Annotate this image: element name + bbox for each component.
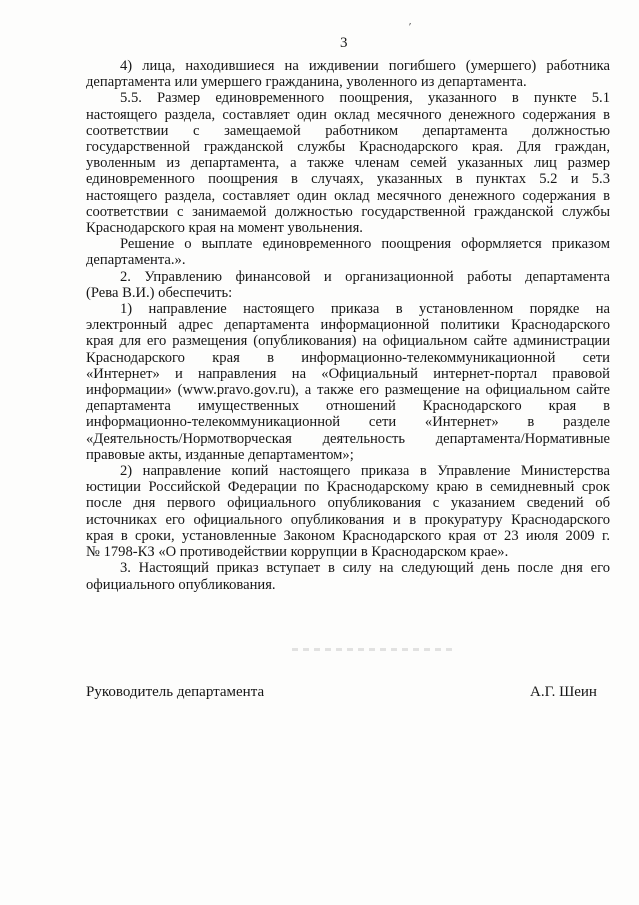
text-line: Краснодарского края в информационно-телекоммуникационной сети — [86, 349, 610, 366]
text-line: соответствии с занимаемой должностью государственной гражданской службы — [86, 203, 610, 220]
text-line: Краснодарского края на момент увольнения. — [86, 220, 363, 237]
text-line: «Деятельность/Нормотворческая деятельность департамента/Нормативные — [86, 430, 610, 447]
scan-mark: ' — [406, 21, 412, 33]
paragraph — [86, 560, 610, 592]
text-line: информации» (www.pravo.gov.ru), а также его размещение на официальном сайте — [86, 382, 610, 399]
paragraph — [86, 236, 610, 268]
text-line: края в сроки, установленные Законом Краснодарского края от 23 июля 2009 г. — [86, 527, 610, 544]
text-line: источниках его официального опубликования и в прокуратуру Краснодарского — [86, 511, 610, 528]
text-line: № 1798-КЗ «О противодействии коррупции в Краснодарском крае». — [86, 544, 509, 561]
text-line: 2) направление копий настоящего приказа в Управление Министерства — [120, 463, 610, 480]
text-line: после дня первого официального опубликования с указанием сведений об — [86, 495, 610, 512]
text-line: соответствии с замещаемой работником департамента должностью — [86, 122, 610, 139]
text-line: 2. Управлению финансовой и организационной работы департамента — [120, 268, 610, 285]
signature-title: Руководитель департамента — [86, 684, 265, 700]
paragraph — [86, 463, 610, 560]
text-line: электронный адрес департамента информационной политики Краснодарского — [86, 317, 610, 334]
text-line: департамента или умершего гражданина, уволенного из департамента. — [86, 74, 527, 91]
text-line: официального опубликования. — [86, 576, 276, 593]
document-body — [86, 58, 610, 593]
paragraph — [86, 90, 610, 236]
paragraph — [86, 301, 610, 463]
text-line: информационно-телекоммуникационной сети «Интернет» в разделе — [86, 414, 610, 431]
text-line: «Интернет» и направления на «Официальный интернет-портал правовой — [86, 365, 610, 382]
page-number: 3 — [340, 35, 348, 51]
text-line: единовременного поощрения в случаях, указанных в пунктах 5.2 и 5.3 — [86, 171, 610, 188]
text-line: государственной гражданской службы Краснодарского края. Для граждан, — [86, 139, 610, 156]
paragraph — [86, 269, 610, 301]
text-line: Решение о выплате единовременного поощрения оформляется приказом — [120, 236, 610, 253]
text-line: края для его размещения (опубликования) на официальном сайте администрации — [86, 333, 610, 350]
text-line: юстиции Российской Федерации по Краснодарскому краю в семидневный срок — [86, 479, 610, 496]
scan-smudge — [292, 648, 452, 651]
text-line: правовые акты, изданные департаментом»; — [86, 446, 354, 463]
paragraph — [86, 58, 610, 90]
text-line: департамента имущественных отношений Краснодарского края в — [86, 398, 610, 415]
text-line: (Рева В.И.) обеспечить: — [86, 284, 233, 301]
text-line: уволенным из департамента, а также членам семей указанных лиц размер — [86, 155, 610, 172]
text-line: 3. Настоящий приказ вступает в силу на следующий день после дня его — [120, 560, 610, 577]
text-line: 1) направление настоящего приказа в установленном порядке на — [120, 301, 610, 318]
text-line: настоящего раздела, составляет один оклад месячного денежного содержания в — [86, 187, 610, 204]
text-line: 4) лица, находившиеся на иждивении погибшего (умершего) работника — [120, 58, 610, 74]
text-line: департамента.». — [86, 252, 186, 269]
text-line: 5.5. Размер единовременного поощрения, указанного в пункте 5.1 — [120, 90, 610, 107]
signature-name: А.Г. Шеин — [530, 684, 597, 700]
text-line: настоящего раздела, составляет один оклад месячного денежного содержания в — [86, 106, 610, 123]
